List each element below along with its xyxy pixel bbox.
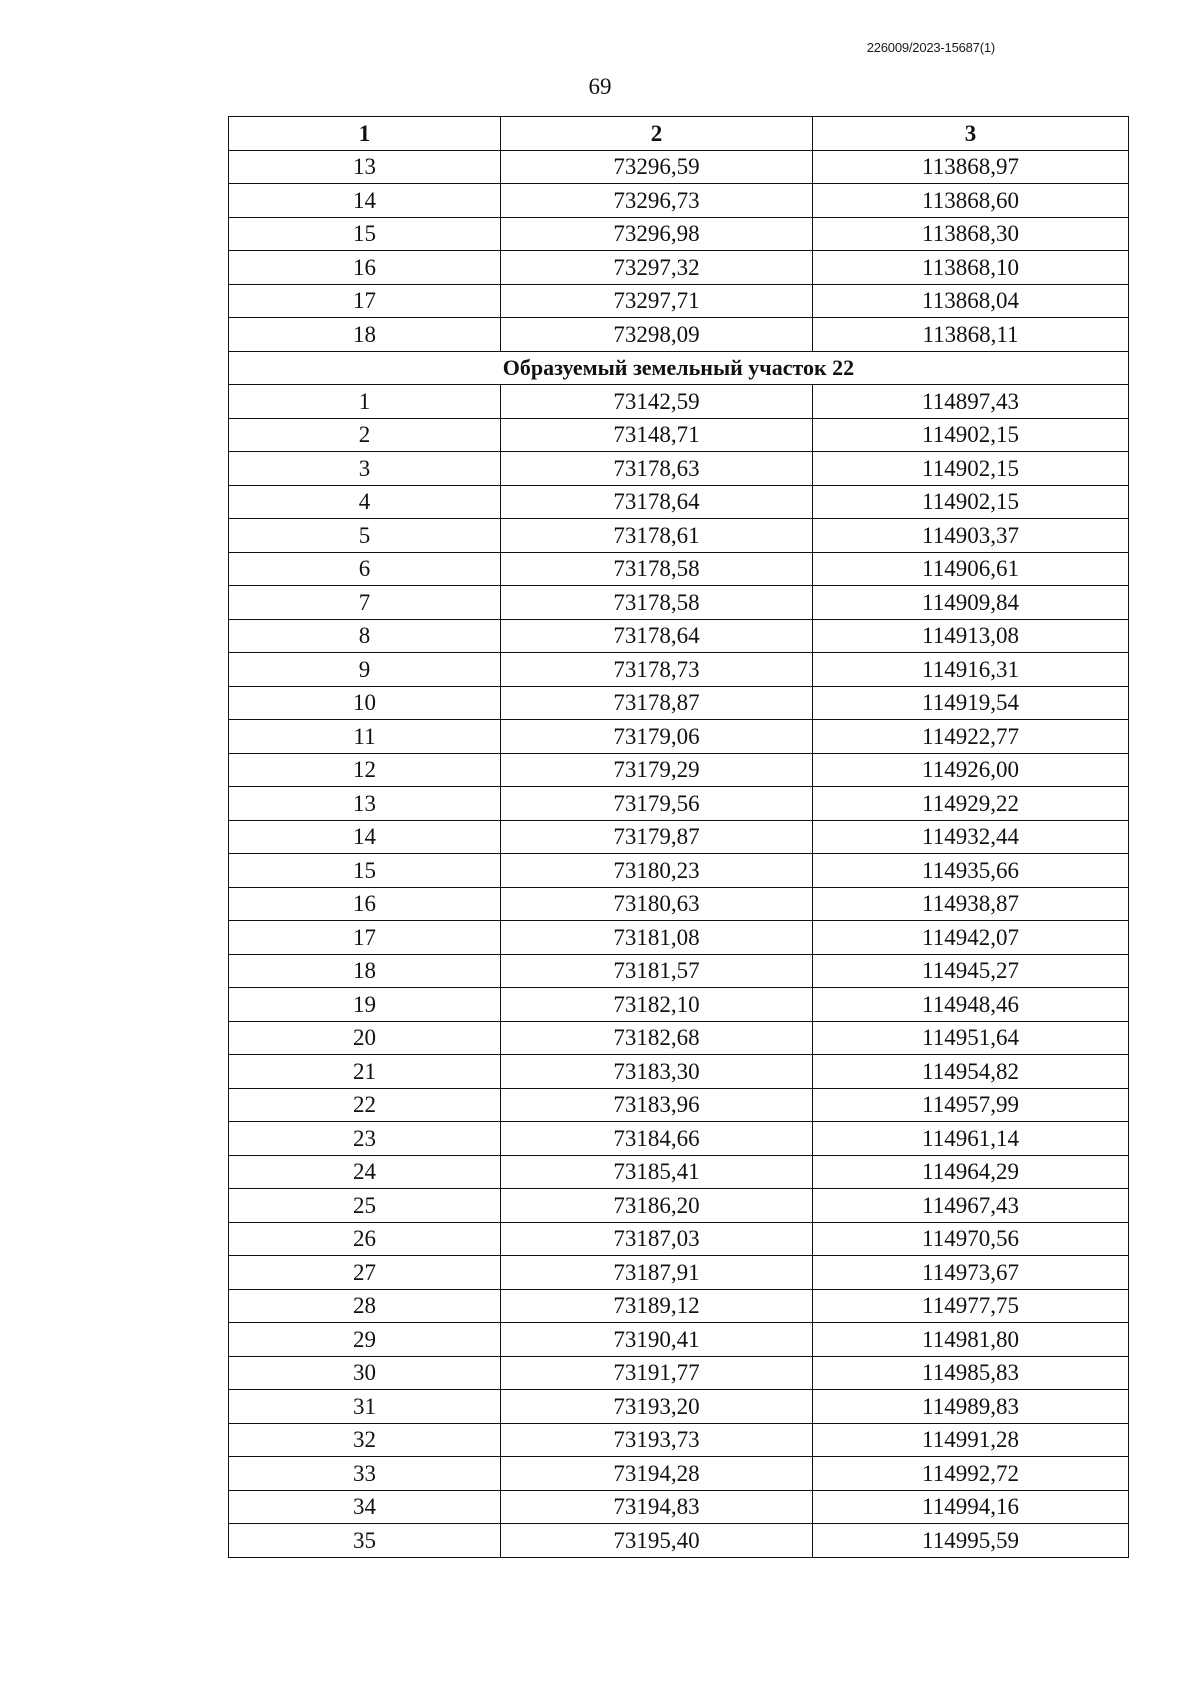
section-row xyxy=(229,351,1129,385)
x-coordinate-cell: 73189,12 xyxy=(501,1289,813,1323)
y-coordinate-cell: 114954,82 xyxy=(813,1055,1129,1089)
y-coordinate-cell: 114922,77 xyxy=(813,720,1129,754)
table-row xyxy=(229,1490,1129,1524)
point-number-cell: 26 xyxy=(229,1222,501,1256)
point-number-cell: 12 xyxy=(229,753,501,787)
point-number-cell: 6 xyxy=(229,552,501,586)
table-row xyxy=(229,619,1129,653)
x-coordinate-cell: 73183,96 xyxy=(501,1088,813,1122)
document-id: 226009/2023-15687(1) xyxy=(866,40,995,55)
table-row xyxy=(229,184,1129,218)
y-coordinate-cell: 114970,56 xyxy=(813,1222,1129,1256)
point-number-cell: 8 xyxy=(229,619,501,653)
y-coordinate-cell: 114916,31 xyxy=(813,653,1129,687)
x-coordinate-cell: 73193,73 xyxy=(501,1423,813,1457)
y-coordinate-cell: 114932,44 xyxy=(813,820,1129,854)
point-number-cell: 18 xyxy=(229,954,501,988)
y-coordinate-cell: 114973,67 xyxy=(813,1256,1129,1290)
table-row xyxy=(229,1524,1129,1558)
table-row xyxy=(229,1390,1129,1424)
x-coordinate-cell: 73178,58 xyxy=(501,552,813,586)
y-coordinate-cell: 114929,22 xyxy=(813,787,1129,821)
point-number-cell: 31 xyxy=(229,1390,501,1424)
table-row xyxy=(229,418,1129,452)
table-row xyxy=(229,1189,1129,1223)
point-number-cell: 5 xyxy=(229,519,501,553)
x-coordinate-cell: 73297,71 xyxy=(501,284,813,318)
y-coordinate-cell: 113868,97 xyxy=(813,150,1129,184)
table-row xyxy=(229,1021,1129,1055)
x-coordinate-cell: 73184,66 xyxy=(501,1122,813,1156)
point-number-cell: 9 xyxy=(229,653,501,687)
y-coordinate-cell: 114897,43 xyxy=(813,385,1129,419)
x-coordinate-cell: 73194,28 xyxy=(501,1457,813,1491)
point-number-cell: 20 xyxy=(229,1021,501,1055)
x-coordinate-cell: 73186,20 xyxy=(501,1189,813,1223)
y-coordinate-cell: 114981,80 xyxy=(813,1323,1129,1357)
y-coordinate-cell: 114991,28 xyxy=(813,1423,1129,1457)
table-row xyxy=(229,452,1129,486)
table-row xyxy=(229,653,1129,687)
x-coordinate-cell: 73183,30 xyxy=(501,1055,813,1089)
y-coordinate-cell: 113868,60 xyxy=(813,184,1129,218)
table-row xyxy=(229,720,1129,754)
table-row xyxy=(229,1289,1129,1323)
table-row xyxy=(229,1222,1129,1256)
point-number-cell: 21 xyxy=(229,1055,501,1089)
point-number-cell: 23 xyxy=(229,1122,501,1156)
x-coordinate-cell: 73193,20 xyxy=(501,1390,813,1424)
y-coordinate-cell: 114938,87 xyxy=(813,887,1129,921)
x-coordinate-cell: 73194,83 xyxy=(501,1490,813,1524)
table-row xyxy=(229,385,1129,419)
table-row xyxy=(229,787,1129,821)
point-number-cell: 18 xyxy=(229,318,501,352)
point-number-cell: 7 xyxy=(229,586,501,620)
point-number-cell: 13 xyxy=(229,787,501,821)
y-coordinate-cell: 114902,15 xyxy=(813,452,1129,486)
y-coordinate-cell: 114926,00 xyxy=(813,753,1129,787)
column-header-3: 3 xyxy=(813,117,1129,151)
table-row xyxy=(229,1155,1129,1189)
point-number-cell: 11 xyxy=(229,720,501,754)
point-number-cell: 32 xyxy=(229,1423,501,1457)
x-coordinate-cell: 73179,56 xyxy=(501,787,813,821)
table-body xyxy=(229,150,1129,1557)
table-row xyxy=(229,150,1129,184)
point-number-cell: 30 xyxy=(229,1356,501,1390)
y-coordinate-cell: 114989,83 xyxy=(813,1390,1129,1424)
y-coordinate-cell: 114985,83 xyxy=(813,1356,1129,1390)
point-number-cell: 17 xyxy=(229,921,501,955)
y-coordinate-cell: 114942,07 xyxy=(813,921,1129,955)
x-coordinate-cell: 73191,77 xyxy=(501,1356,813,1390)
point-number-cell: 35 xyxy=(229,1524,501,1558)
coordinates-table xyxy=(228,116,1129,1558)
x-coordinate-cell: 73148,71 xyxy=(501,418,813,452)
page-number: 69 xyxy=(588,74,612,99)
x-coordinate-cell: 73182,10 xyxy=(501,988,813,1022)
point-number-cell: 3 xyxy=(229,452,501,486)
x-coordinate-cell: 73181,08 xyxy=(501,921,813,955)
column-header-1: 1 xyxy=(229,117,501,151)
y-coordinate-cell: 114945,27 xyxy=(813,954,1129,988)
point-number-cell: 33 xyxy=(229,1457,501,1491)
point-number-cell: 10 xyxy=(229,686,501,720)
table-row xyxy=(229,686,1129,720)
x-coordinate-cell: 73180,23 xyxy=(501,854,813,888)
x-coordinate-cell: 73187,91 xyxy=(501,1256,813,1290)
point-number-cell: 22 xyxy=(229,1088,501,1122)
point-number-cell: 34 xyxy=(229,1490,501,1524)
point-number-cell: 25 xyxy=(229,1189,501,1223)
y-coordinate-cell: 114902,15 xyxy=(813,418,1129,452)
y-coordinate-cell: 114951,64 xyxy=(813,1021,1129,1055)
table-row xyxy=(229,1256,1129,1290)
point-number-cell: 28 xyxy=(229,1289,501,1323)
x-coordinate-cell: 73195,40 xyxy=(501,1524,813,1558)
x-coordinate-cell: 73178,63 xyxy=(501,452,813,486)
point-number-cell: 2 xyxy=(229,418,501,452)
x-coordinate-cell: 73179,87 xyxy=(501,820,813,854)
table-row xyxy=(229,753,1129,787)
x-coordinate-cell: 73178,64 xyxy=(501,619,813,653)
table-row xyxy=(229,1323,1129,1357)
x-coordinate-cell: 73178,61 xyxy=(501,519,813,553)
x-coordinate-cell: 73179,06 xyxy=(501,720,813,754)
table-row xyxy=(229,988,1129,1022)
x-coordinate-cell: 73298,09 xyxy=(501,318,813,352)
y-coordinate-cell: 114961,14 xyxy=(813,1122,1129,1156)
x-coordinate-cell: 73178,87 xyxy=(501,686,813,720)
y-coordinate-cell: 113868,04 xyxy=(813,284,1129,318)
point-number-cell: 4 xyxy=(229,485,501,519)
point-number-cell: 1 xyxy=(229,385,501,419)
table-row xyxy=(229,887,1129,921)
y-coordinate-cell: 114909,84 xyxy=(813,586,1129,620)
point-number-cell: 19 xyxy=(229,988,501,1022)
point-number-cell: 15 xyxy=(229,854,501,888)
x-coordinate-cell: 73180,63 xyxy=(501,887,813,921)
point-number-cell: 14 xyxy=(229,184,501,218)
x-coordinate-cell: 73296,73 xyxy=(501,184,813,218)
y-coordinate-cell: 114919,54 xyxy=(813,686,1129,720)
y-coordinate-cell: 113868,10 xyxy=(813,251,1129,285)
y-coordinate-cell: 114935,66 xyxy=(813,854,1129,888)
y-coordinate-cell: 114964,29 xyxy=(813,1155,1129,1189)
x-coordinate-cell: 73142,59 xyxy=(501,385,813,419)
point-number-cell: 24 xyxy=(229,1155,501,1189)
y-coordinate-cell: 114977,75 xyxy=(813,1289,1129,1323)
table-row xyxy=(229,1423,1129,1457)
y-coordinate-cell: 114948,46 xyxy=(813,988,1129,1022)
table-row xyxy=(229,519,1129,553)
table-row xyxy=(229,820,1129,854)
y-coordinate-cell: 114903,37 xyxy=(813,519,1129,553)
x-coordinate-cell: 73297,32 xyxy=(501,251,813,285)
table-row xyxy=(229,1356,1129,1390)
table-row xyxy=(229,1122,1129,1156)
table-header-row xyxy=(229,117,1129,151)
y-coordinate-cell: 114995,59 xyxy=(813,1524,1129,1558)
x-coordinate-cell: 73178,73 xyxy=(501,653,813,687)
y-coordinate-cell: 114913,08 xyxy=(813,619,1129,653)
x-coordinate-cell: 73296,59 xyxy=(501,150,813,184)
column-header-2: 2 xyxy=(501,117,813,151)
x-coordinate-cell: 73178,64 xyxy=(501,485,813,519)
table-row xyxy=(229,485,1129,519)
y-coordinate-cell: 114902,15 xyxy=(813,485,1129,519)
table-row xyxy=(229,1088,1129,1122)
point-number-cell: 16 xyxy=(229,887,501,921)
y-coordinate-cell: 114992,72 xyxy=(813,1457,1129,1491)
x-coordinate-cell: 73181,57 xyxy=(501,954,813,988)
point-number-cell: 16 xyxy=(229,251,501,285)
y-coordinate-cell: 113868,11 xyxy=(813,318,1129,352)
point-number-cell: 17 xyxy=(229,284,501,318)
y-coordinate-cell: 114994,16 xyxy=(813,1490,1129,1524)
section-title: Образуемый земельный участок 22 xyxy=(229,351,1129,385)
y-coordinate-cell: 114967,43 xyxy=(813,1189,1129,1223)
table-row xyxy=(229,586,1129,620)
y-coordinate-cell: 114906,61 xyxy=(813,552,1129,586)
point-number-cell: 13 xyxy=(229,150,501,184)
table-row xyxy=(229,854,1129,888)
x-coordinate-cell: 73187,03 xyxy=(501,1222,813,1256)
point-number-cell: 15 xyxy=(229,217,501,251)
table-row xyxy=(229,1055,1129,1089)
table-row xyxy=(229,284,1129,318)
x-coordinate-cell: 73182,68 xyxy=(501,1021,813,1055)
table-row xyxy=(229,217,1129,251)
table-row xyxy=(229,1457,1129,1491)
table-row xyxy=(229,954,1129,988)
point-number-cell: 27 xyxy=(229,1256,501,1290)
table-row xyxy=(229,318,1129,352)
x-coordinate-cell: 73190,41 xyxy=(501,1323,813,1357)
x-coordinate-cell: 73179,29 xyxy=(501,753,813,787)
y-coordinate-cell: 114957,99 xyxy=(813,1088,1129,1122)
x-coordinate-cell: 73296,98 xyxy=(501,217,813,251)
x-coordinate-cell: 73178,58 xyxy=(501,586,813,620)
x-coordinate-cell: 73185,41 xyxy=(501,1155,813,1189)
point-number-cell: 14 xyxy=(229,820,501,854)
table-row xyxy=(229,921,1129,955)
point-number-cell: 29 xyxy=(229,1323,501,1357)
table-row xyxy=(229,552,1129,586)
y-coordinate-cell: 113868,30 xyxy=(813,217,1129,251)
table-row xyxy=(229,251,1129,285)
